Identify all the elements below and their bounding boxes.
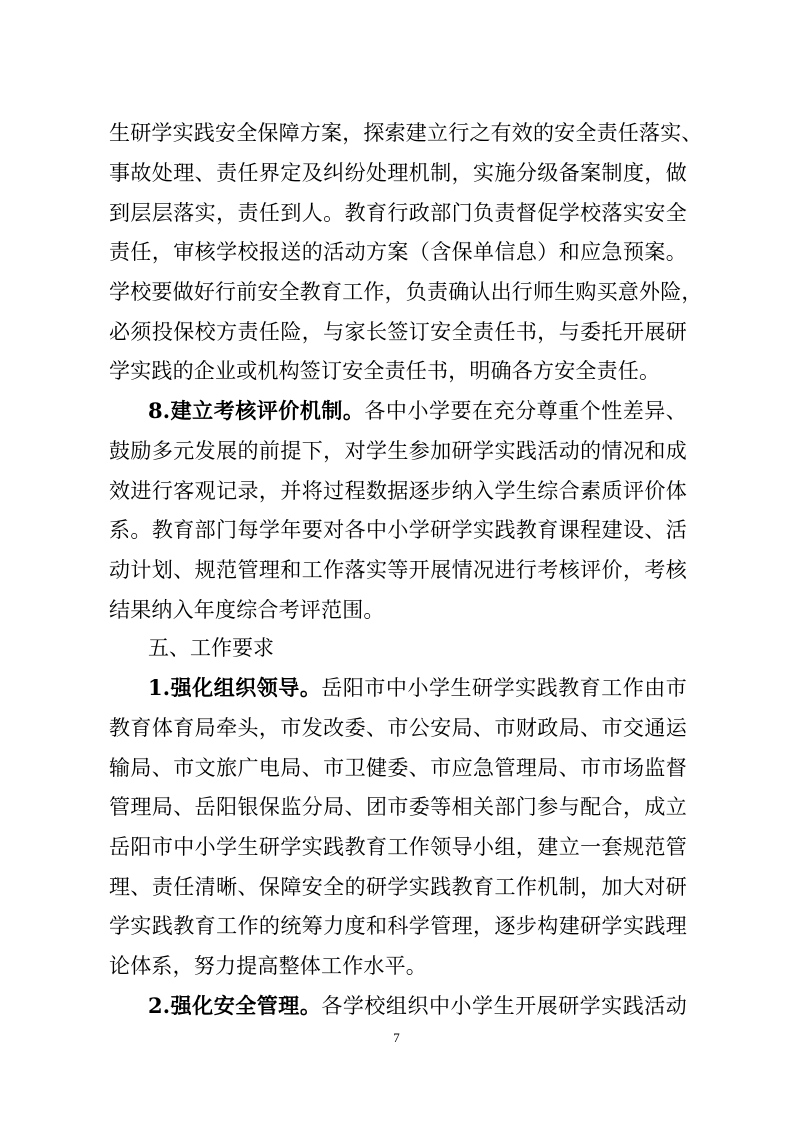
paragraph-4-first-text: 各学校组织中小学生开展研学实践活动 xyxy=(321,994,687,1018)
paragraph-2-lead: 8.建立考核评价机制。 xyxy=(148,398,365,423)
paragraph-2-line-4: 系。教育部门每学年要对各中小学研学实践教育课程建设、活 xyxy=(109,518,687,542)
paragraph-2-line-3: 效进行客观记录，并将过程数据逐步纳入学生综合素质评价体 xyxy=(109,479,687,503)
paragraph-3-line-7: 学实践教育工作的统筹力度和科学管理，逐步构建研学实践理 xyxy=(109,914,687,938)
paragraph-2-line-1 xyxy=(148,391,687,431)
paragraph-1-line-3: 到层层落实，责任到人。教育行政部门负责督促学校落实安全 xyxy=(109,201,687,225)
paragraph-1-line-4: 责任，审核学校报送的活动方案（含保单信息）和应急预案。 xyxy=(109,240,687,264)
paragraph-3-line-2: 教育体育局牵头，市发改委、市公安局、市财政局、市交通运 xyxy=(109,716,687,740)
paragraph-4-line-1 xyxy=(148,986,687,1026)
paragraph-3-first-text: 岳阳市中小学生研学实践教育工作由市 xyxy=(321,676,687,700)
paragraph-1-line-7: 学实践的企业或机构签订安全责任书，明确各方安全责任。 xyxy=(109,359,661,383)
page-number: 7 xyxy=(393,1030,400,1045)
paragraph-3-lead: 1.强化组织领导。 xyxy=(148,675,322,700)
paragraph-3-line-8: 论体系，努力提高整体工作水平。 xyxy=(109,954,427,978)
paragraph-3-line-5: 岳阳市中小学生研学实践教育工作领导小组，建立一套规范管 xyxy=(109,835,687,859)
paragraph-4-lead: 2.强化安全管理。 xyxy=(148,993,322,1018)
paragraph-2-line-5: 动计划、规范管理和工作落实等开展情况进行考核评价，考核 xyxy=(109,558,687,582)
paragraph-3-line-3: 输局、市文旅广电局、市卫健委、市应急管理局、市市场监督 xyxy=(109,756,687,780)
paragraph-3-line-4: 管理局、岳阳银保监分局、团市委等相关部门参与配合，成立 xyxy=(109,795,687,819)
paragraph-1-line-2: 事故处理、责任界定及纠纷处理机制，实施分级备案制度，做 xyxy=(109,161,687,185)
paragraph-1-line-6: 必须投保校方责任险，与家长签订安全责任书，与委托开展研 xyxy=(109,320,687,344)
paragraph-2-line-2: 鼓励多元发展的前提下，对学生参加研学实践活动的情况和成 xyxy=(109,439,687,463)
paragraph-2-line-6: 结果纳入年度综合考评范围。 xyxy=(109,598,385,622)
section-heading: 五、工作要求 xyxy=(148,636,274,660)
paragraph-3-line-1 xyxy=(148,668,687,708)
paragraph-1-line-5: 学校要做好行前安全教育工作，负责确认出行师生购买意外险， xyxy=(109,280,703,304)
paragraph-1-line-1: 生研学实践安全保障方案，探索建立行之有效的安全责任落实、 xyxy=(109,121,703,145)
paragraph-3-line-6: 理、责任清晰、保障安全的研学实践教育工作机制，加大对研 xyxy=(109,875,687,899)
paragraph-2-first-text: 各中小学要在充分尊重个性差异、 xyxy=(364,399,687,423)
